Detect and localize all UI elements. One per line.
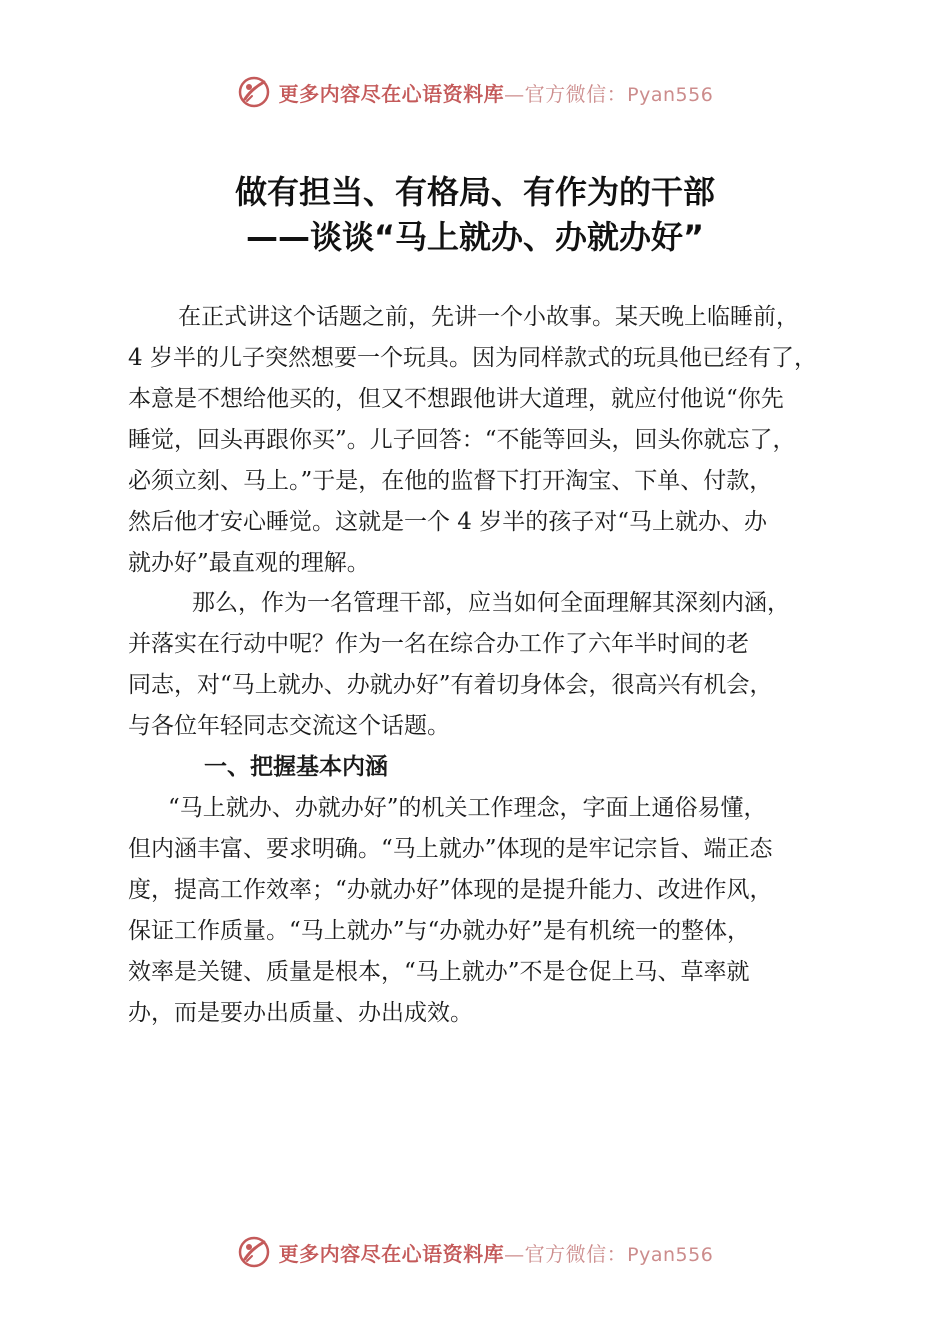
- paragraph-line: 睡觉，回头再跟你买”。儿子回答：“不能等回头，回头你就忘了，: [128, 427, 796, 453]
- watermark-text-strong: 更多内容尽在心语资料库: [278, 1241, 505, 1266]
- section-1: [128, 747, 828, 788]
- watermark-text: [279, 78, 714, 107]
- paragraph-3: [128, 788, 828, 1034]
- watermark-header: [0, 72, 950, 112]
- brush-logo-icon: [237, 1235, 271, 1269]
- watermark-wechat-id: Pyan556: [627, 83, 714, 106]
- paragraph-line: 然后他才安心睡觉。这就是一个 4 岁半的孩子对“马上就办、办: [128, 509, 768, 535]
- paragraph-line: 同志，对“马上就办、办就办好”有着切身体会，很高兴有机会，: [128, 672, 773, 698]
- watermark-wechat-id: Pyan556: [627, 1243, 714, 1266]
- watermark-footer: [0, 1232, 950, 1272]
- watermark-text: [279, 1238, 714, 1267]
- paragraph-line: 效率是关键、质量是根本，“马上就办”不是仓促上马、草率就: [128, 959, 750, 985]
- paragraph-line: 保证工作质量。“马上就办”与“办就办好”是有机统一的整体，: [128, 918, 751, 944]
- paragraph-line: 在正式讲这个话题之前，先讲一个小故事。某天晚上临睡前，: [178, 304, 799, 330]
- watermark-text-rest: —官方微信：: [504, 1241, 628, 1266]
- paragraph-1: [128, 297, 828, 584]
- paragraph-line: 本意是不想给他买的，但又不想跟他讲大道理，就应付他说“你先: [128, 386, 784, 412]
- paragraph-line: 但内涵丰富、要求明确。“马上就办”体现的是牢记宗旨、端正态: [128, 836, 773, 862]
- paragraph-line: 就办好”最直观的理解。: [128, 550, 370, 576]
- document-subtitle: ——谈谈“马上就办、办就办好”: [245, 218, 705, 256]
- paragraph-line: 必须立刻、马上。”于是，在他的监督下打开淘宝、下单、付款，: [128, 468, 773, 494]
- section-heading: 一、把握基本内涵: [204, 754, 388, 780]
- brush-logo-icon: [237, 75, 271, 109]
- paragraph-line: 那么，作为一名管理干部，应当如何全面理解其深刻内涵，: [192, 590, 790, 616]
- paragraph-line: 4 岁半的儿子突然想要一个玩具。因为同样款式的玩具他已经有了，: [128, 345, 817, 371]
- paragraph-line: 与各位年轻同志交流这个话题。: [128, 713, 450, 739]
- paragraph-line: “马上就办、办就办好”的机关工作理念，字面上通俗易懂，: [168, 795, 767, 821]
- document-title: 做有担当、有格局、有作为的干部: [234, 173, 715, 211]
- paragraph-line: 办，而是要办出质量、办出成效。: [128, 1000, 473, 1026]
- paragraph-line: 并落实在行动中呢？作为一名在综合办工作了六年半时间的老: [128, 631, 749, 657]
- watermark-text-rest: —官方微信：: [504, 81, 628, 106]
- paragraph-line: 度，提高工作效率；“办就办好”体现的是提升能力、改进作风，: [128, 877, 773, 903]
- paragraph-2: [128, 583, 828, 747]
- watermark-text-strong: 更多内容尽在心语资料库: [278, 81, 505, 106]
